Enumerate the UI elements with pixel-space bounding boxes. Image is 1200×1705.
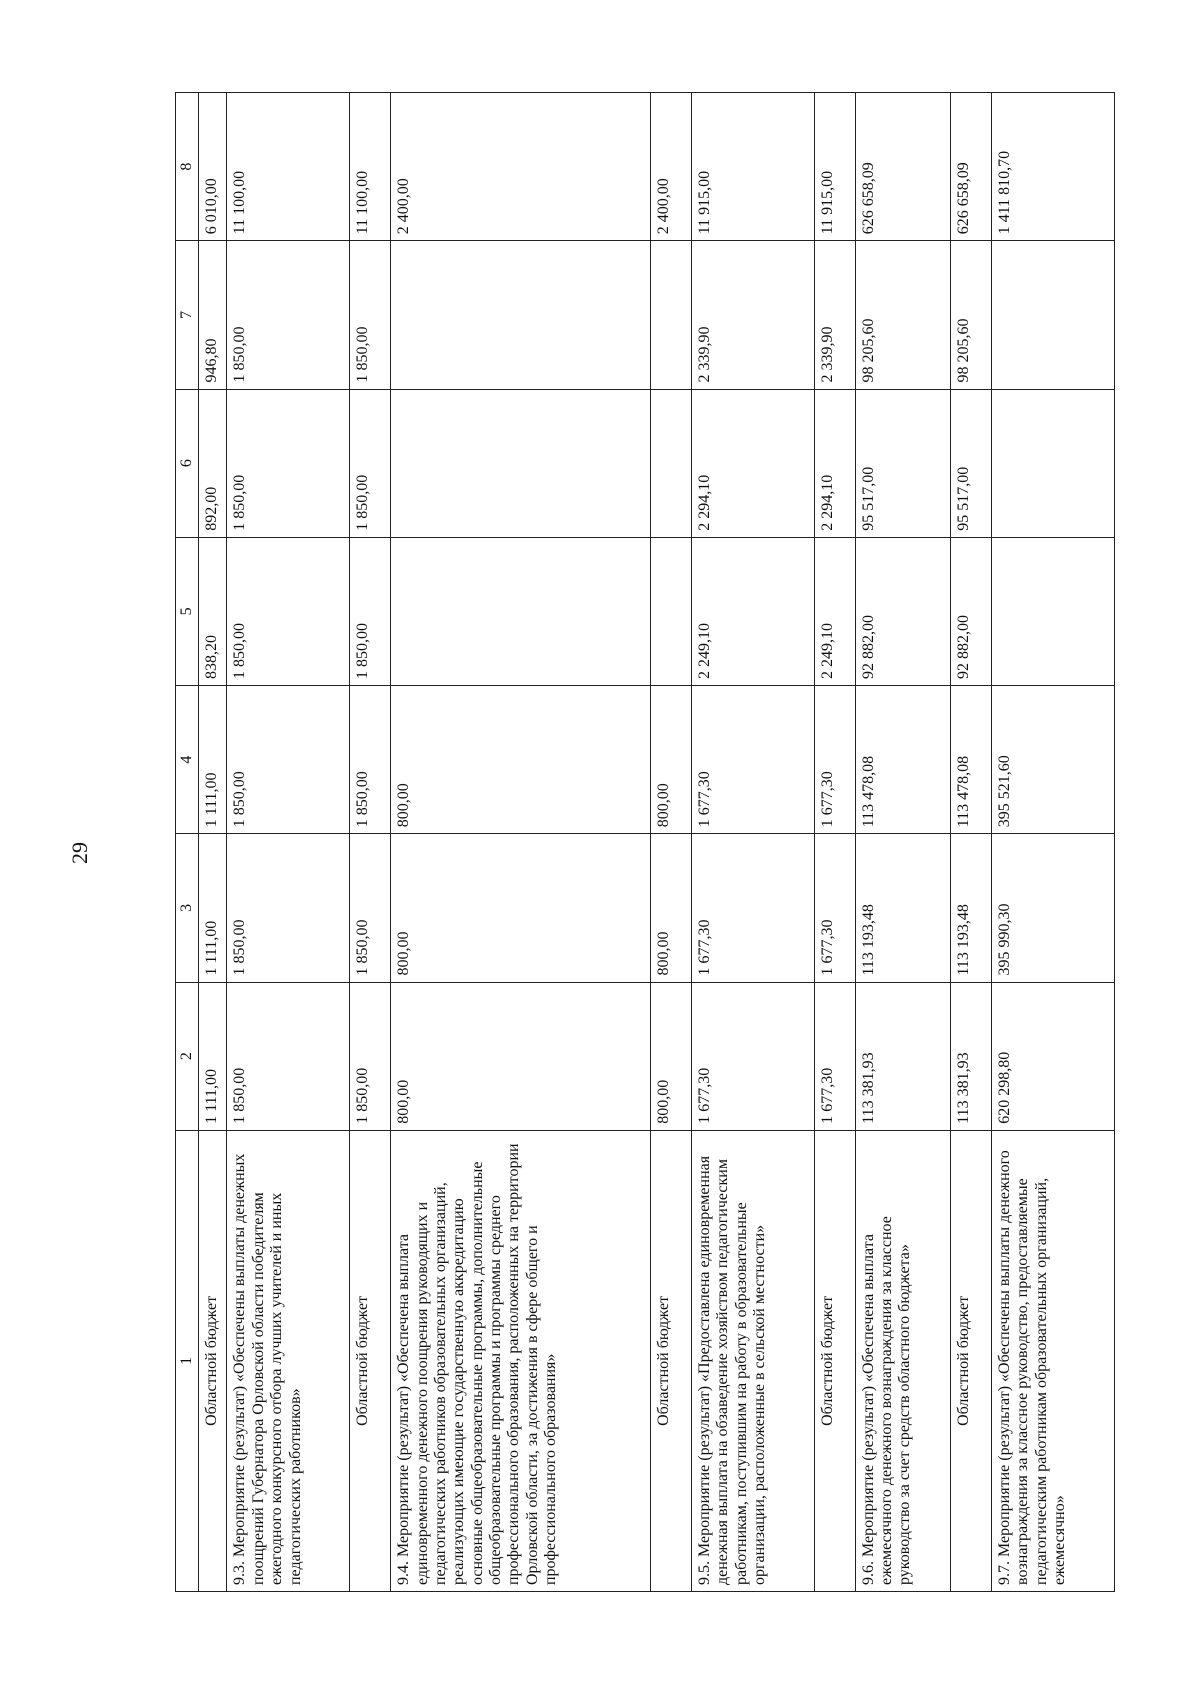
value-cell: 1 677,30 [691,834,814,982]
value-cell: 1 850,00 [227,834,350,982]
value-cell: 1 850,00 [227,389,350,537]
value-cell: 2 294,10 [814,389,855,537]
value-cell: 1 850,00 [227,537,350,685]
value-cell: 1 850,00 [350,241,391,389]
value-cell: 1 850,00 [227,686,350,834]
budget-row [814,93,855,1592]
budget-table [175,92,1115,1592]
column-header: 4 [176,686,199,834]
value-cell: 838,20 [199,537,227,685]
budget-row [651,93,692,1592]
value-cell: 800,00 [651,686,692,834]
budget-table-container [175,92,1115,1592]
table-header-row [176,93,199,1592]
value-cell: 1 677,30 [814,686,855,834]
value-cell: 2 249,10 [691,537,814,685]
value-cell [391,537,651,685]
value-cell: 1 111,00 [199,686,227,834]
value-cell: 1 850,00 [227,241,350,389]
value-cell [651,537,692,685]
value-cell: 395 521,60 [991,686,1114,834]
column-header: 5 [176,537,199,685]
value-cell: 98 205,60 [855,241,951,389]
value-cell: 1 850,00 [350,389,391,537]
value-cell: 95 517,00 [855,389,951,537]
value-cell: 11 100,00 [350,93,391,241]
budget-label: Областной бюджет [651,1130,692,1591]
budget-label: Областной бюджет [814,1130,855,1591]
value-cell: 946,80 [199,241,227,389]
value-cell: 1 677,30 [691,686,814,834]
value-cell: 95 517,00 [951,389,992,537]
value-cell: 1 850,00 [227,982,350,1130]
value-cell: 626 658,09 [951,93,992,241]
value-cell: 1 411 810,70 [991,93,1114,241]
value-cell: 1 850,00 [350,686,391,834]
measure-row [391,93,651,1592]
value-cell: 2 294,10 [691,389,814,537]
value-cell: 11 915,00 [691,93,814,241]
value-cell: 1 850,00 [350,537,391,685]
column-header: 8 [176,93,199,241]
value-cell: 113 478,08 [951,686,992,834]
value-cell: 620 298,80 [991,982,1114,1130]
budget-label: Областной бюджет [951,1130,992,1591]
value-cell: 1 677,30 [691,982,814,1130]
value-cell: 98 205,60 [951,241,992,389]
measure-row [227,93,350,1592]
value-cell: 2 400,00 [391,93,651,241]
measure-label: 9.6. Мероприятие (результат) «Обеспечена выплата ежемесячного денежного вознаграждения за классное руководство за счет средств областного бюджета» [855,1130,951,1591]
value-cell: 800,00 [651,982,692,1130]
value-cell: 11 100,00 [227,93,350,241]
value-cell: 800,00 [391,686,651,834]
value-cell: 2 249,10 [814,537,855,685]
value-cell [991,537,1114,685]
value-cell: 113 193,48 [855,834,951,982]
value-cell: 113 478,08 [855,686,951,834]
budget-label: Областной бюджет [199,1130,227,1591]
page-number: 29 [67,842,92,864]
value-cell: 113 381,93 [951,982,992,1130]
value-cell: 1 677,30 [814,982,855,1130]
budget-row [951,93,992,1592]
value-cell: 6 010,00 [199,93,227,241]
value-cell: 1 677,30 [814,834,855,982]
column-header: 1 [176,1130,199,1591]
value-cell: 395 990,30 [991,834,1114,982]
value-cell: 2 339,90 [814,241,855,389]
value-cell: 800,00 [391,834,651,982]
value-cell: 892,00 [199,389,227,537]
value-cell [651,389,692,537]
measure-label: 9.7. Мероприятие (результат) «Обеспечены выплаты денежного вознаграждения за классное руководство, предоставляемые педагогическим работникам образовательных организаций, ежемесячно» [991,1130,1114,1591]
value-cell: 800,00 [651,834,692,982]
value-cell [391,389,651,537]
value-cell: 2 400,00 [651,93,692,241]
column-header: 3 [176,834,199,982]
value-cell: 626 658,09 [855,93,951,241]
budget-label: Областной бюджет [350,1130,391,1591]
measure-row [691,93,814,1592]
column-header: 2 [176,982,199,1130]
column-header: 6 [176,389,199,537]
value-cell: 1 111,00 [199,982,227,1130]
measure-row [855,93,951,1592]
value-cell: 2 339,90 [691,241,814,389]
value-cell: 1 850,00 [350,834,391,982]
table-body [199,93,1115,1592]
measure-label: 9.5. Мероприятие (результат) «Предоставлена единовременная денежная выплата на обзаведение хозяйством педагогическим работникам, поступившим на работу в образовательные организации, расположенные в сельской местности» [691,1130,814,1591]
value-cell [991,241,1114,389]
budget-row [350,93,391,1592]
value-cell: 113 381,93 [855,982,951,1130]
value-cell: 11 915,00 [814,93,855,241]
value-cell: 113 193,48 [951,834,992,982]
value-cell: 1 111,00 [199,834,227,982]
value-cell [651,241,692,389]
value-cell [991,389,1114,537]
value-cell [391,241,651,389]
column-header: 7 [176,241,199,389]
measure-row [991,93,1114,1592]
measure-label: 9.3. Мероприятие (результат) «Обеспечены выплаты денежных поощрений Губернатора Орловской области победителям ежегодного конкурсного отбора лучших учителей и иных педагогических работников» [227,1130,350,1591]
value-cell: 92 882,00 [951,537,992,685]
value-cell: 92 882,00 [855,537,951,685]
value-cell: 1 850,00 [350,982,391,1130]
budget-row [199,93,227,1592]
measure-label: 9.4. Мероприятие (результат) «Обеспечена выплата единовременного денежного поощрения руководящих и педагогических работников образовательных организаций, реализующих имеющие государственную аккредитацию основные общеобразовательные программы, дополнительные общеобразовательные программы и программы среднего профессионального образования, расположенных на территории Орловской области, за достижения в сфере общего и профессионального образования» [391,1130,651,1591]
value-cell: 800,00 [391,982,651,1130]
